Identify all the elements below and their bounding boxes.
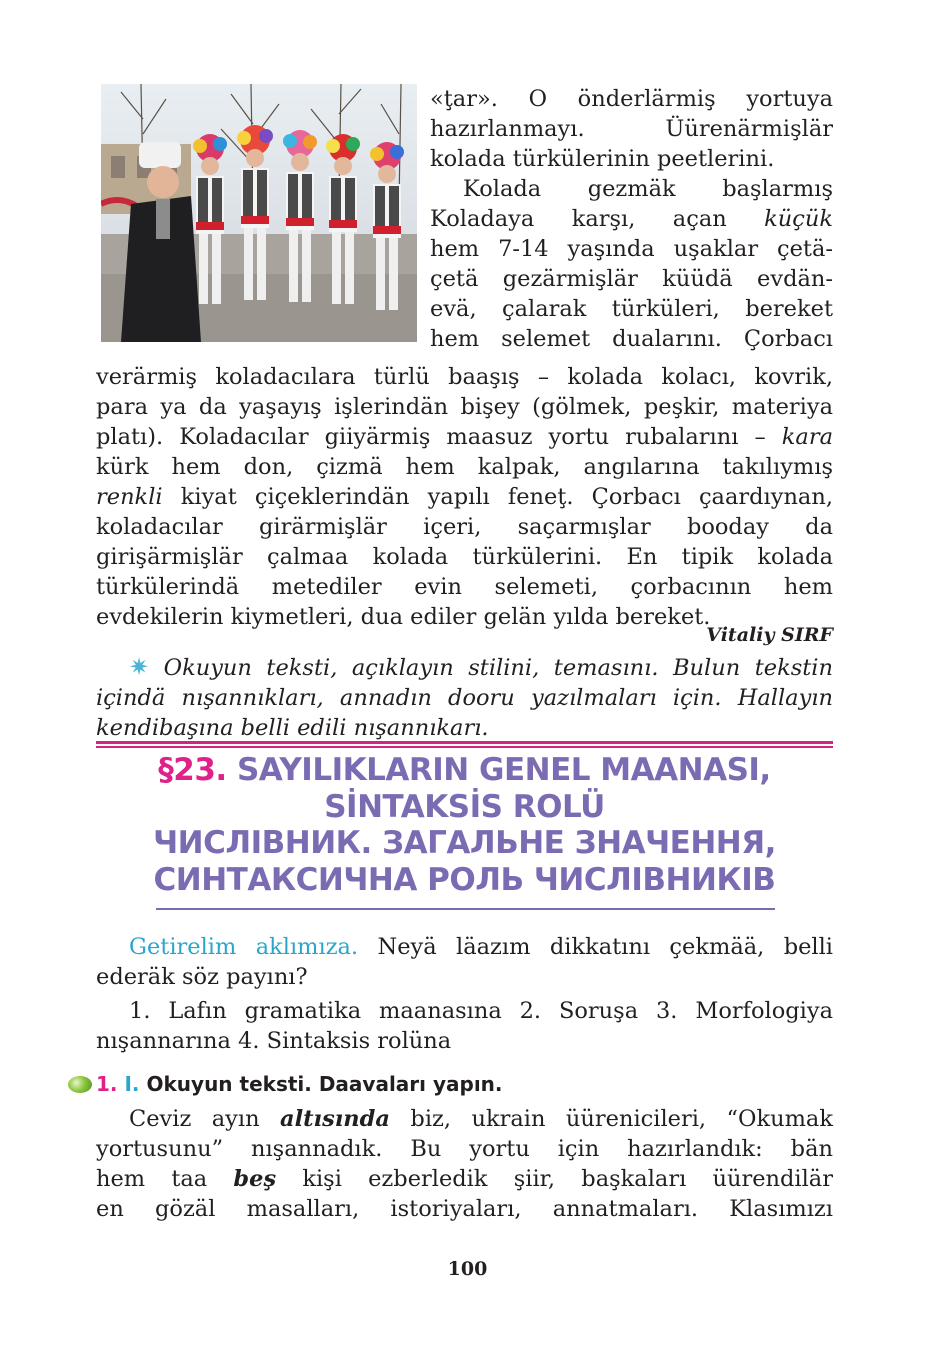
heading-line-1: SAYILIKLARIN GENEL MAANASI, — [236, 752, 771, 788]
kolada-line-segment: evdekilerin kiymetleri, dua ediler gelän yılda bereket. — [96, 604, 711, 630]
kolada-line — [430, 324, 833, 354]
recall-list — [96, 996, 833, 1056]
kolada-photo — [101, 84, 417, 342]
author-signature: Vitaliy SIRF — [706, 624, 833, 646]
kolada-line-segment: girişärmişlär çalmaa kolada türkülerini. En tipik kolada — [96, 544, 833, 570]
kolada-line — [96, 482, 833, 512]
kolada-line — [430, 204, 833, 234]
kolada-line-segment: para ya da yaşayış işlerindän bişey (gölmek, peşkir, materiya — [96, 394, 833, 420]
exercise-title: Okuyun teksti. Daavaları yapın. — [139, 1072, 503, 1096]
intro-column — [430, 84, 833, 354]
kolada-line — [96, 512, 833, 542]
kolada-line-segment: koladacılar girärmişlär içeri, saçarmışlar booday da — [96, 514, 833, 540]
kolada-line-segment: çetä gezärmişlär küüdä evdän- — [430, 266, 833, 292]
exercise-line-segment: altısında — [280, 1106, 390, 1132]
kolada-line — [430, 294, 833, 324]
recall-label: Getirelim aklımıza. — [129, 934, 359, 960]
kolada-line-segment: platı). Koladacılar giiyärmiş maasuz yortu rubalarını – — [96, 424, 782, 450]
kolada-line-segment: renkli — [96, 484, 163, 510]
exercise-bullet-icon — [68, 1076, 92, 1093]
exercise-line-segment: yortusunu” nışannadık. Bu yortu için hazırlandık: bän — [96, 1136, 833, 1162]
kolada-line-segment: Koladaya karşı, açan — [430, 206, 765, 232]
kolada-line-segment: kürk hem don, çizmä hem kalpak, angılarına takılıymış — [96, 454, 833, 480]
kolada-line — [430, 234, 833, 264]
kolada-line-segment: küçük — [764, 206, 833, 232]
kolada-line-segment: hem selemet dualarını. Çorbacı — [430, 326, 833, 352]
exercise-line-segment: kişi ezberledik şiir, başkaları üürendilär — [276, 1166, 833, 1192]
exercise-part: I. — [124, 1072, 140, 1096]
kolada-line — [96, 422, 833, 452]
heading-line-4: СИНТАКСИЧНА РОЛЬ ЧИСЛІВНИКІВ — [153, 861, 776, 898]
exercise-line-segment: en gözäl masalları, istoriyaları, annatmaları. Klasımızı — [96, 1196, 833, 1222]
kolada-line — [430, 264, 833, 294]
kolada-line — [96, 392, 833, 422]
exercise-heading — [96, 1070, 503, 1098]
divider-thin — [96, 746, 833, 748]
recall-paragraph — [96, 932, 833, 992]
snowflake-icon: ✷ — [129, 653, 150, 681]
kolada-line-segment: verärmiş koladacılara türlü baaşış – kolada kolacı, kovrik, — [96, 364, 833, 390]
kolada-line-segment: türkülerindä metediler evin selemeti, çorbacının hem — [96, 574, 833, 600]
exercise-text — [96, 1104, 833, 1224]
kolada-line — [96, 542, 833, 572]
kolada-photo-image — [101, 84, 417, 342]
intro-line: kolada türkülerinin peetlerini. — [430, 146, 775, 172]
divider-thick — [96, 741, 833, 744]
kolada-line-segment: kiyat çiçeklerindän yapılı feneţ. Çorbacı çaardıynan, — [162, 484, 833, 510]
section-heading — [96, 752, 833, 898]
section-number: §23. — [158, 752, 227, 788]
exercise-line-segment: Ceviz ayın — [129, 1106, 281, 1132]
paragraph-kolada-right — [430, 174, 833, 354]
exercise-line — [96, 1104, 833, 1134]
kolada-line — [96, 362, 833, 392]
recall-list-text: 1. Lafın gramatika maanasına 2. Soruşa 3. Morfologiya nışannarına 4. Sintaksis rolüna — [96, 998, 833, 1054]
exercise-line-segment: hem taa — [96, 1166, 234, 1192]
intro-line: hazırlanmayı. Üürenärmişlär — [430, 116, 833, 142]
recall-text: Neyä läazım dikkatını çekmää, belli ederäk söz payını? — [96, 934, 834, 990]
kolada-line-segment: Kolada gezmäk başlarmış — [463, 176, 833, 202]
exercise-number: 1. — [96, 1072, 118, 1096]
exercise-line-segment: beş — [233, 1166, 277, 1192]
exercise-line — [96, 1194, 833, 1224]
kolada-line-segment: kara — [781, 424, 833, 450]
kolada-line — [96, 572, 833, 602]
exercise-line — [96, 1164, 833, 1194]
task-paragraph — [96, 652, 833, 743]
kolada-line — [96, 452, 833, 482]
kolada-line — [430, 174, 833, 204]
page-number: 100 — [447, 1258, 488, 1280]
task-text: Okuyun teksti, açıklayın stilini, temasını. Bulun tekstin içindä nışannıkları, annadın dooru yazılmaları için. Hallayın kendibaşına belli edili nışannıkarı. — [96, 655, 833, 741]
intro-line: «ţar». O önderlärmiş yortuya — [430, 86, 833, 112]
kolada-line-segment: evä, çalarak türküleri, bereket — [430, 296, 833, 322]
heading-underline — [156, 908, 775, 910]
heading-line-2: SİNTAKSİS ROLÜ — [324, 788, 605, 825]
heading-line-3: ЧИСЛІВНИК. ЗАГАЛЬНЕ ЗНАЧЕННЯ, — [153, 825, 776, 861]
kolada-line-segment: hem 7-14 yaşında uşaklar çetä- — [430, 236, 833, 262]
exercise-line-segment: biz, ukrain üürenicileri, “Okumak — [389, 1106, 833, 1132]
paragraph-kolada-full — [96, 362, 833, 632]
exercise-line — [96, 1134, 833, 1164]
